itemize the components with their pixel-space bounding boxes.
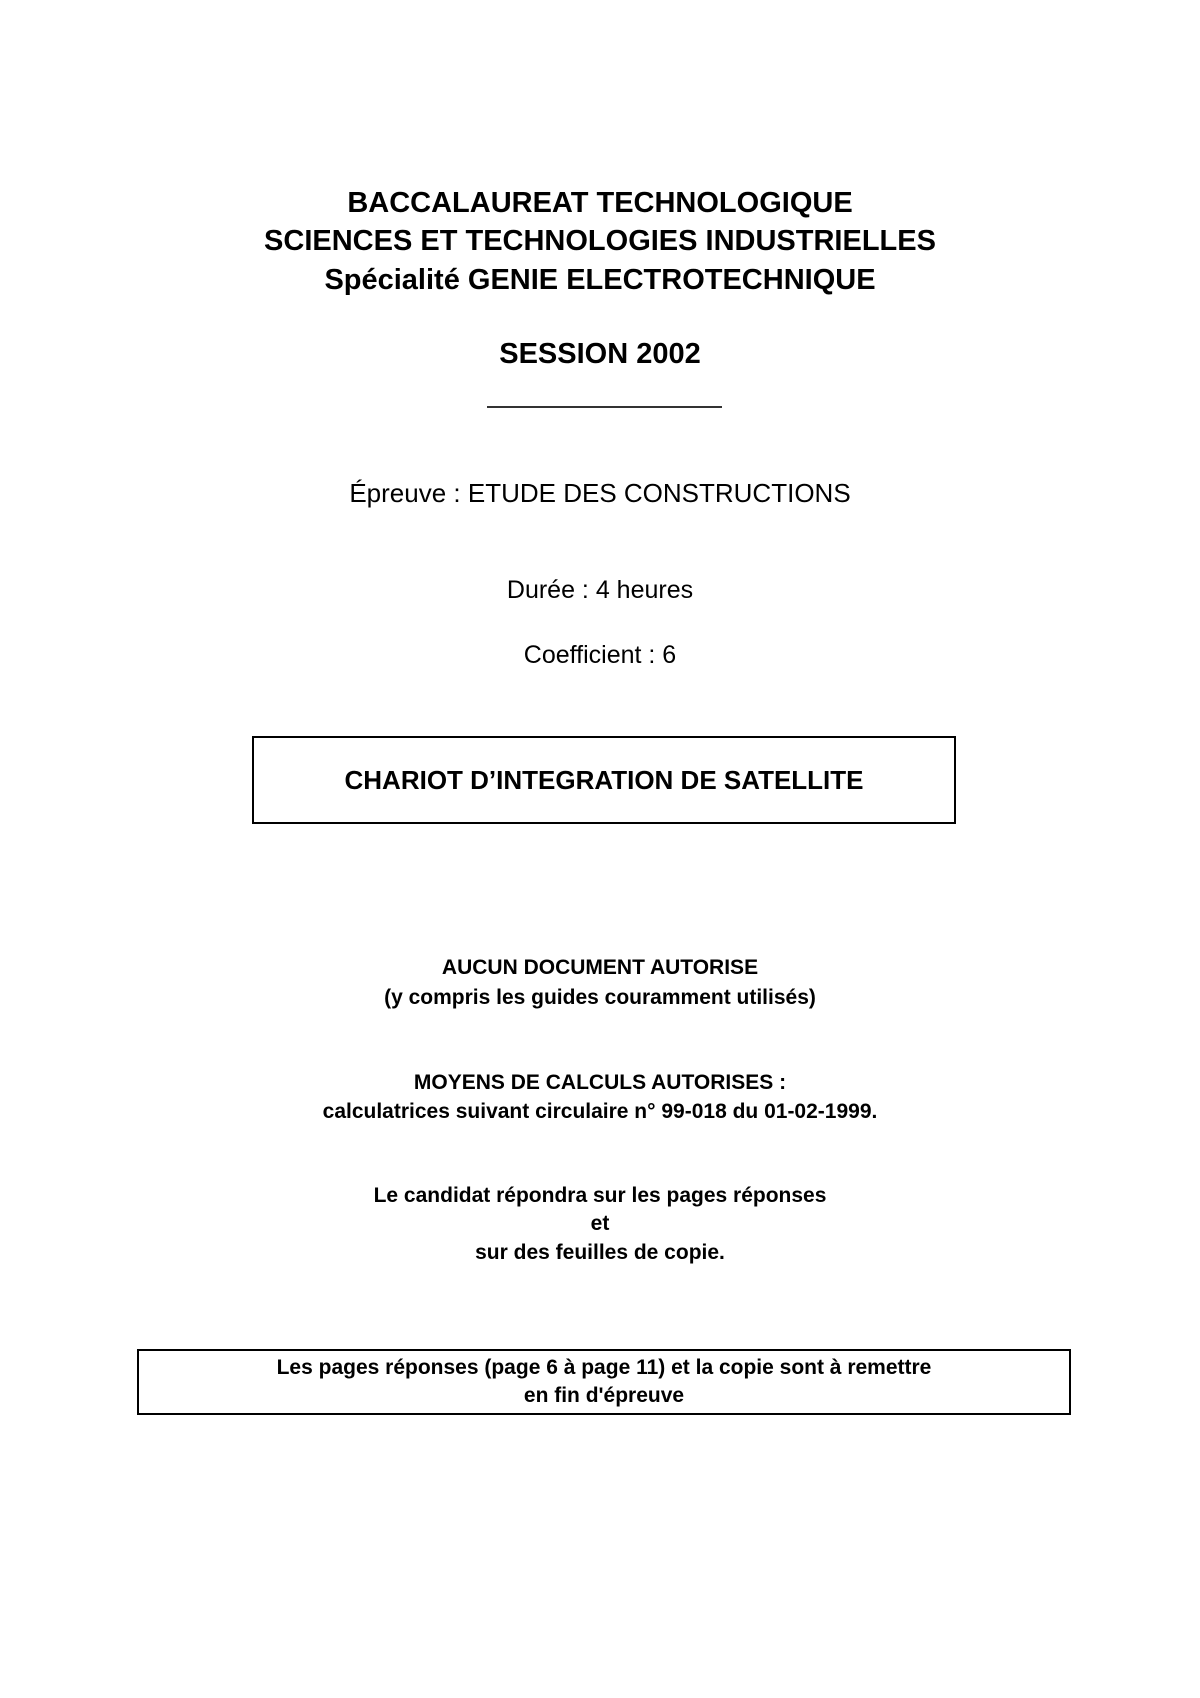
session-label: SESSION 2002 xyxy=(499,338,701,370)
title-line-3: Spécialité GENIE ELECTROTECHNIQUE xyxy=(324,264,876,296)
notice-line-1: Les pages réponses (page 6 à page 11) et la copie sont à remettre xyxy=(276,1356,932,1379)
no-document-note: (y compris les guides couramment utilisés) xyxy=(384,986,816,1009)
calc-note: calculatrices suivant circulaire n° 99-018 du 01-02-1999. xyxy=(322,1100,878,1123)
notice-line-2: en fin d'épreuve xyxy=(523,1384,685,1407)
duration-label: Durée : 4 heures xyxy=(506,576,694,604)
coefficient-label: Coefficient : 6 xyxy=(523,641,677,669)
subject-title: CHARIOT D’INTEGRATION DE SATELLITE xyxy=(344,764,864,795)
answer-line-2: et xyxy=(590,1212,610,1235)
title-line-2: SCIENCES ET TECHNOLOGIES INDUSTRIELLES xyxy=(264,225,936,257)
answer-line-3: sur des feuilles de copie. xyxy=(475,1241,725,1264)
no-document-label: AUCUN DOCUMENT AUTORISE xyxy=(441,956,759,979)
subject-box xyxy=(252,736,956,824)
title-line-1: BACCALAUREAT TECHNOLOGIQUE xyxy=(347,187,853,219)
epreuve-label: Épreuve : ETUDE DES CONSTRUCTIONS xyxy=(349,478,851,508)
divider xyxy=(487,406,722,408)
calc-title: MOYENS DE CALCULS AUTORISES : xyxy=(413,1071,787,1094)
answer-line-1: Le candidat répondra sur les pages réponses xyxy=(373,1184,827,1207)
notice-box xyxy=(137,1349,1071,1415)
